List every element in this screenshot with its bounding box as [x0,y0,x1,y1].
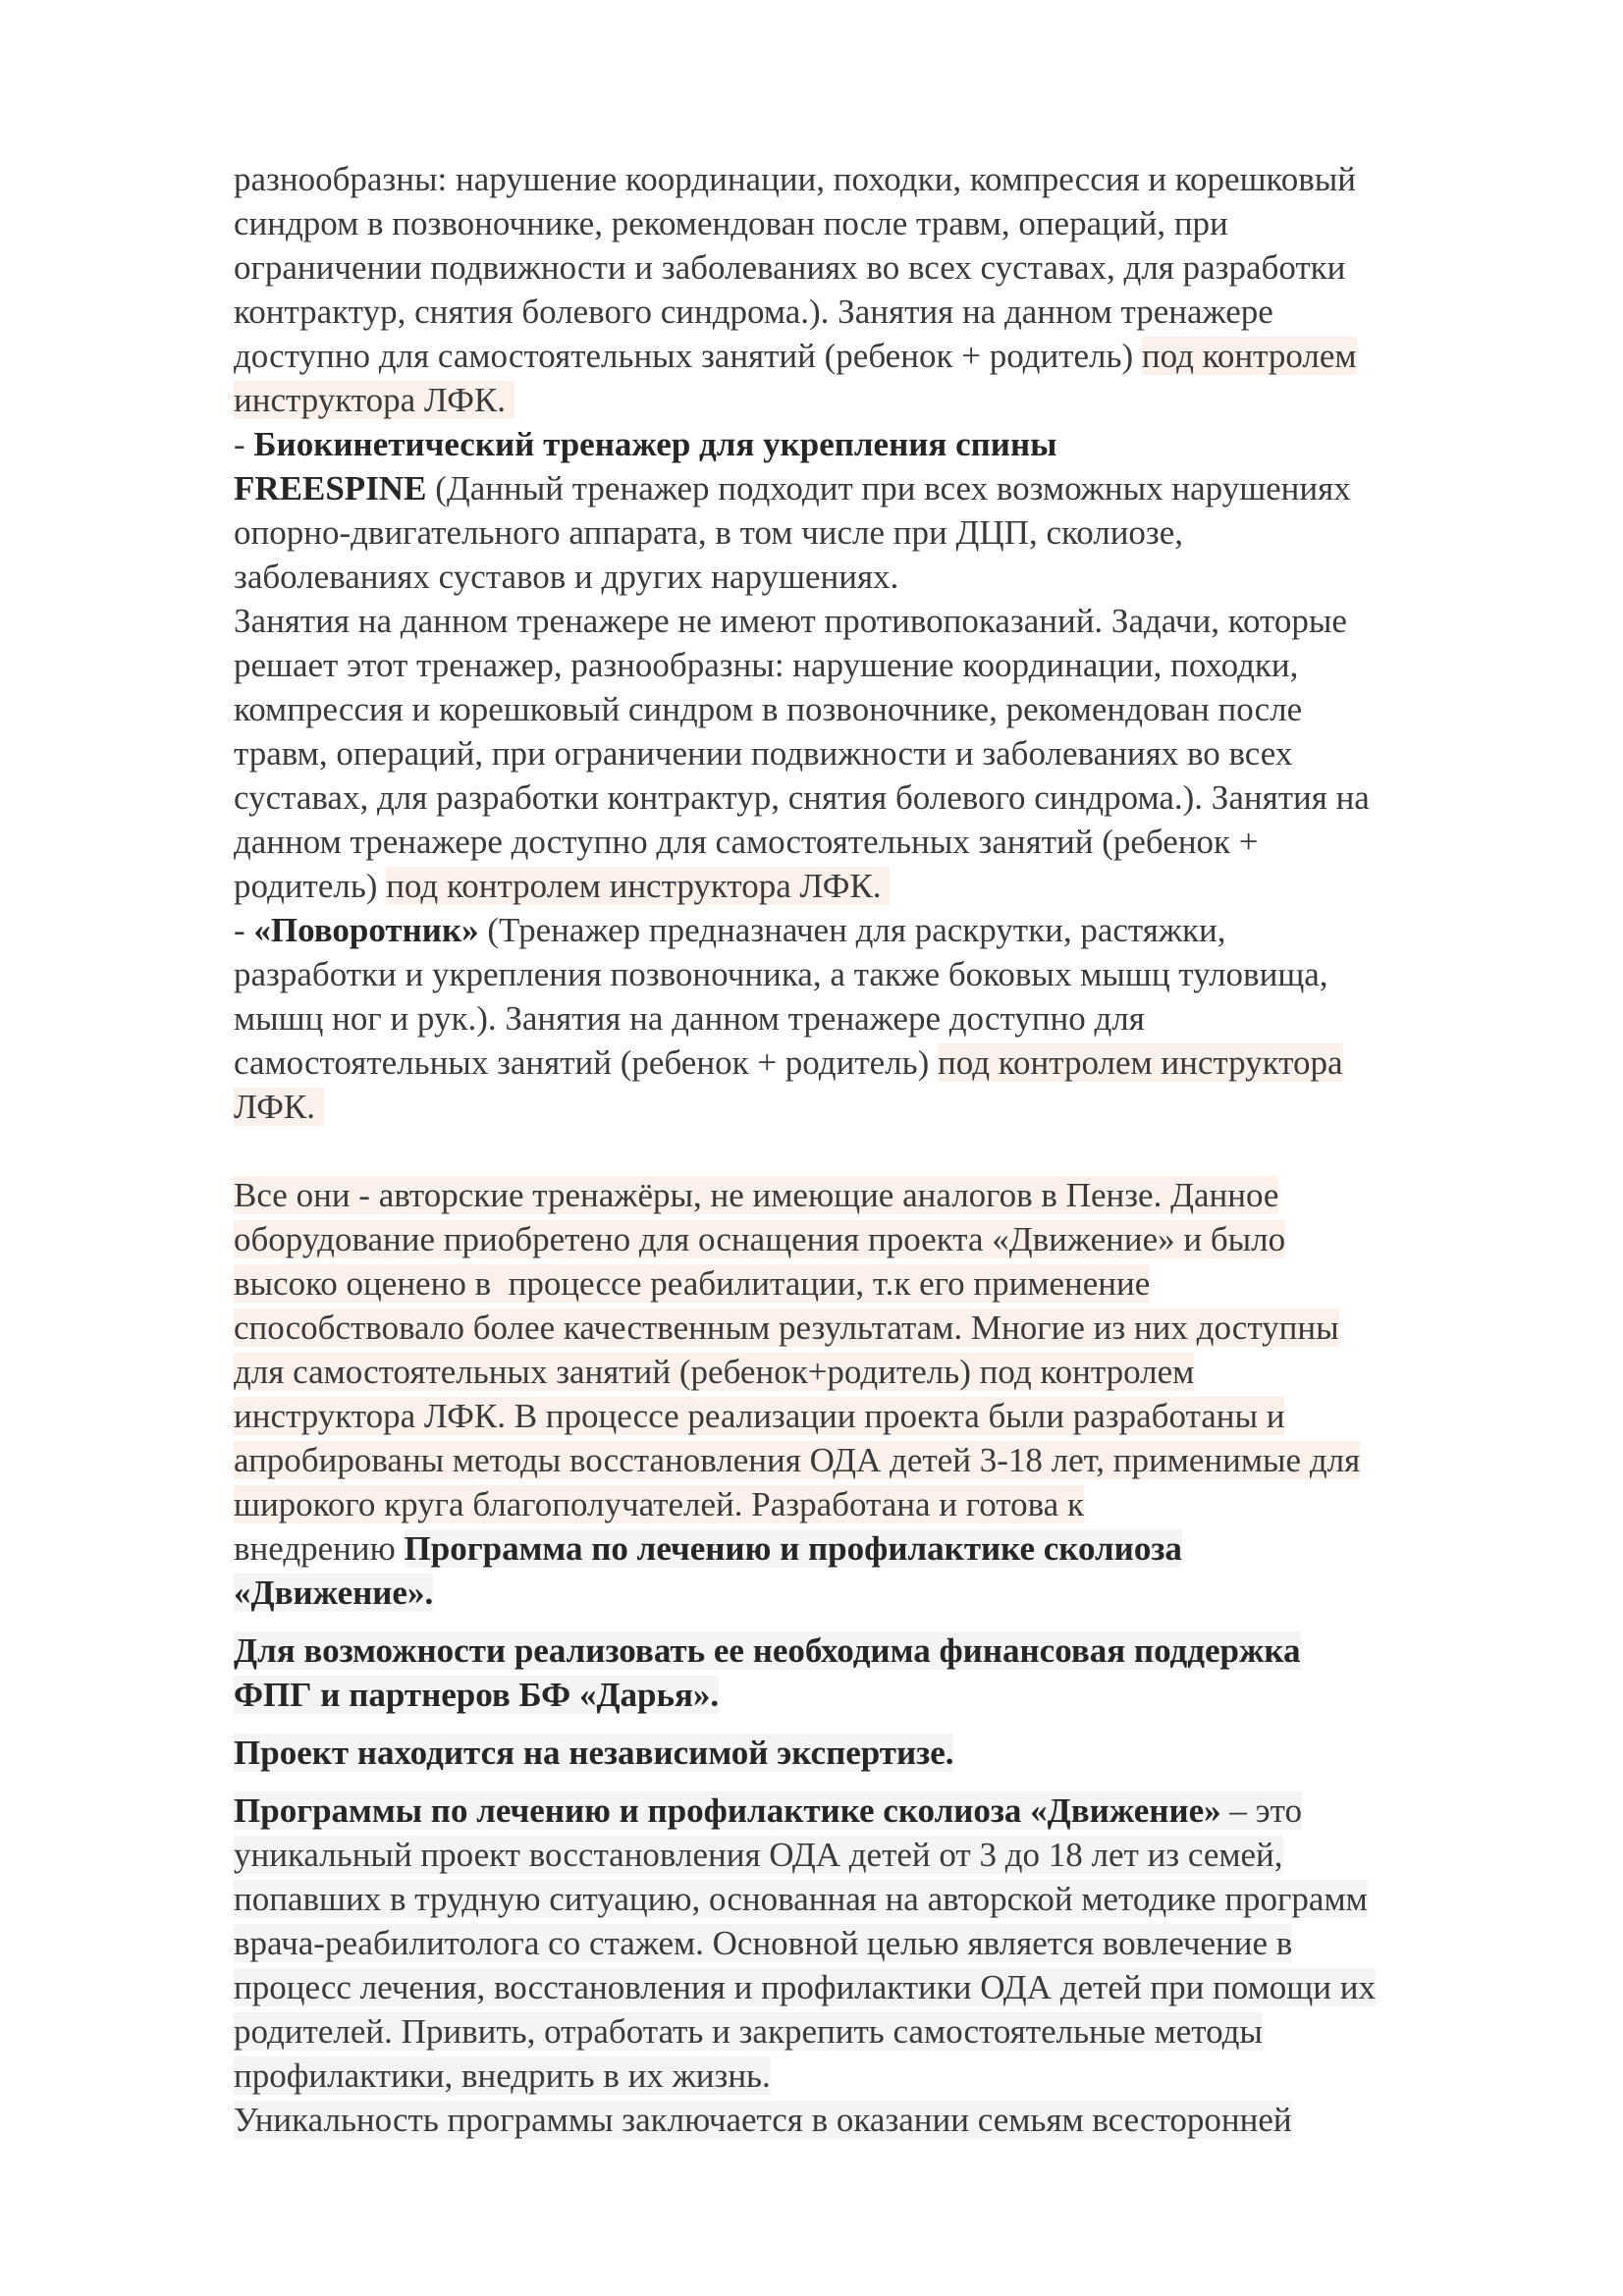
text-line [234,1085,1530,1129]
highlighted-text: процесс лечения, восстановления и профилактики ОДА детей при помощи их [234,1968,1376,2006]
paragraph-freespine [234,422,1530,908]
trainer-title: «Поворотник» [253,911,479,949]
trainer-title: Биокинетический тренажер для укрепления спины [253,425,1057,463]
text-segment: – это [1220,1791,1303,1830]
highlighted-text: широкого круга благополучателей. Разработана и готова к [234,1485,1084,1523]
paragraph-povorotnik [234,908,1530,1129]
paragraph-funding [234,1629,1530,1717]
highlighted-text: инструктора ЛФК. [234,381,514,419]
text-line [234,422,1530,466]
text-line [234,1921,1530,1965]
text-line [234,1673,1530,1717]
paragraph-gap [234,1775,1530,1789]
text-line [234,1217,1530,1261]
paragraph-gap [234,1615,1530,1629]
text-line [234,334,1530,378]
text-segment: (Тренажер предназначен для раскрутки, растяжки, [478,911,1226,949]
program-title: Программы по лечению и профилактике сколиоза «Движение» [234,1791,1221,1830]
highlighted-text: инструктора ЛФК. В процессе реализации проекта были разработаны и [234,1397,1285,1435]
text-line [234,1877,1530,1921]
highlighted-text: Уникальность программы заключается в оказании семьям всесторонней [234,2101,1292,2139]
highlighted-text: врача-реабилитолога со стажем. Основной целью является вовлечение в [234,1924,1293,1962]
highlighted-text: под контролем [1141,337,1357,375]
text-line [234,1438,1530,1482]
bold-text: Для возможности реализовать ее необходима финансовая поддержка [234,1631,1301,1670]
highlighted-text: апробированы методы восстановления ОДА детей 3-18 лет, применимые для [234,1441,1361,1479]
text-line [234,1526,1530,1571]
paragraph-program [234,1789,1530,2142]
text-line [234,378,1530,422]
text-line [234,466,1530,510]
program-title: Программа по лечению и профилактике сколиоза [404,1529,1182,1568]
text-line: травм, операций, при ограничении подвижности и заболеваниях во всех [234,734,1293,773]
text-line [234,2098,1530,2142]
text-line: решает этот тренажер, разнообразны: нарушение координации, походки, [234,646,1299,684]
highlighted-text: высоко оценено в процессе реабилитации, т.к его применение [234,1264,1151,1303]
text-line [234,1041,1530,1085]
text-line [234,2054,1530,2098]
text-line [234,1350,1530,1394]
text-line: синдром в позвоночнике, рекомендован после травм, операций, при [234,204,1228,242]
text-line: заболеваниях суставов и других нарушениях. [234,558,899,596]
text-segment: внедрению [234,1529,405,1568]
paragraph-trainer-continued [234,157,1530,422]
text-segment: родитель) [234,867,387,905]
highlighted-text: попавших в трудную ситуацию, основанная на авторской методике программ [234,1880,1368,1918]
text-line [234,1482,1530,1526]
highlighted-text: оборудование приобретено для оснащения проекта «Движение» и было [234,1220,1286,1258]
text-line: мышц ног и рук.). Занятия на данном тренажере доступно для [234,999,1145,1038]
document-page [234,157,1530,2142]
highlighted-text: под контролем инструктора [938,1043,1343,1082]
highlighted-text: родителей. Привить, отработать и закрепить самостоятельные методы [234,2012,1263,2051]
bold-text: Проект находится на независимой экспертизе. [234,1734,954,1772]
text-line: опорно-двигательного аппарата, в том числе при ДЦП, сколиозе, [234,513,1184,552]
highlighted-text: профилактики, внедрить в их жизнь. [234,2056,771,2095]
highlighted-text: Все они - авторские тренажёры, не имеющие аналогов в Пензе. Данное [234,1176,1279,1214]
list-dash: - [234,425,254,463]
program-title: «Движение». [234,1574,434,1612]
text-line: суставах, для разработки контрактур, снятия болевого синдрома.). Занятия на [234,778,1370,817]
paragraph-gap [234,1717,1530,1731]
text-line [234,1965,1530,2009]
paragraph-expertise [234,1731,1530,1775]
blank-line [234,1129,1530,1173]
text-line: контрактур, снятия болевого синдрома.). Занятия на данном тренажере [234,293,1273,331]
text-line: ограничении подвижности и заболеваниях во всех суставах, для разработки [234,248,1346,287]
text-segment: самостоятельных занятий (ребенок + родитель) [234,1043,939,1082]
text-line: разнообразны: нарушение координации, походки, компрессия и корешковый [234,160,1357,198]
text-line [234,908,1530,952]
highlighted-text: способствовало более качественным результатам. Многие из них доступны [234,1308,1339,1347]
paragraph-summary [234,1173,1530,1615]
highlighted-text: уникальный проект восстановления ОДА детей от 3 до 18 лет из семей, [234,1836,1283,1874]
text-line: разработки и укрепления позвоночника, а также боковых мышц туловища, [234,955,1328,993]
trainer-name: FREESPINE [234,469,427,507]
text-segment: доступно для самостоятельных занятий (ребенок + родитель) [234,337,1142,375]
text-line: данном тренажере доступно для самостоятельных занятий (ребенок + [234,823,1259,861]
text-line [234,864,1530,908]
text-line: Занятия на данном тренажере не имеют противопоказаний. Задачи, которые [234,602,1347,640]
highlighted-text: для самостоятельных занятий (ребенок+родитель) под контролем [234,1353,1195,1391]
text-line [234,1731,1530,1775]
text-line [234,1571,1530,1615]
text-segment: (Данный тренажер подходит при всех возможных нарушениях [426,469,1351,507]
text-line [234,1394,1530,1438]
list-dash: - [234,911,254,949]
text-line [234,2009,1530,2054]
text-line [234,1629,1530,1673]
text-line [234,1173,1530,1217]
text-line: компрессия и корешковый синдром в позвоночнике, рекомендован после [234,690,1303,728]
text-line [234,1261,1530,1306]
highlighted-text: ЛФК. [234,1088,324,1126]
text-line [234,1789,1530,1833]
text-line [234,1306,1530,1350]
highlighted-text: под контролем инструктора ЛФК. [386,867,891,905]
text-line [234,1833,1530,1877]
bold-text: ФПГ и партнеров БФ «Дарья». [234,1676,720,1714]
